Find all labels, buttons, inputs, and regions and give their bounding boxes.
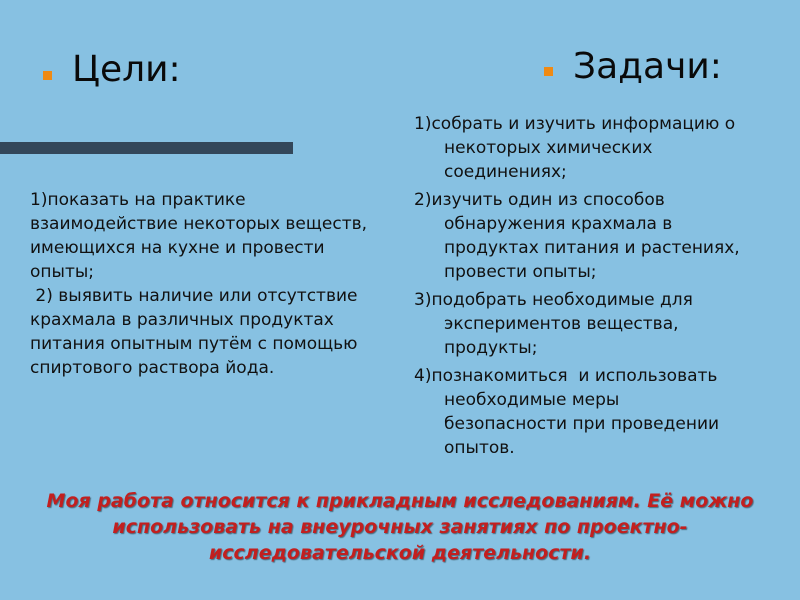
task-item-4: 4)познакомиться и использовать необходимые меры безопасности при проведении опытов. — [414, 366, 725, 458]
footer-note: Моя работа относится к прикладным исследованиям. Её можно использовать на внеурочных занятиях по проектно-исследовательской деятельности. — [46, 490, 754, 564]
goals-heading: Цели: — [72, 49, 181, 90]
tasks-list — [414, 112, 744, 464]
task-item-3: 3)подобрать необходимые для экспериментов вещества, продукты; — [414, 290, 693, 358]
tasks-heading: Задачи: — [573, 46, 722, 87]
divider-bar — [0, 142, 293, 154]
tasks-bullet — [544, 67, 553, 76]
goals-bullet — [43, 71, 52, 80]
goal-paragraph-2: 2) выявить наличие или отсутствие крахмала в различных продуктах питания опытным путём с помощью спиртового раствора йода. — [30, 286, 363, 378]
task-item-1: 1)собрать и изучить информацию о некоторых химических соединениях; — [414, 114, 736, 182]
goals-text — [30, 188, 390, 380]
goal-paragraph-1: 1)показать на практике взаимодействие некоторых веществ, имеющихся на кухне и провести опыты; — [30, 190, 368, 282]
task-item-2: 2)изучить один из способов обнаружения крахмала в продуктах питания и растениях, провести опыты; — [414, 190, 740, 282]
